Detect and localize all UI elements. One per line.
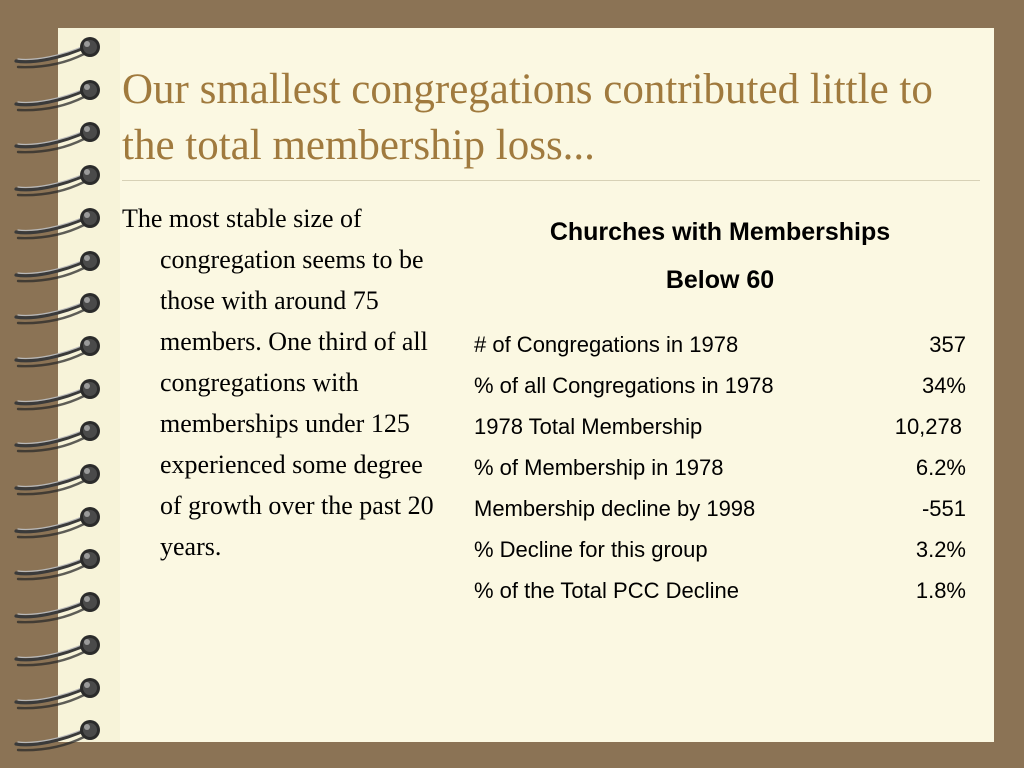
binding-ring (12, 34, 104, 70)
binding-ring (12, 119, 104, 155)
table-row (470, 406, 980, 447)
body-paragraph: The most stable size of congregation seems to be those with around 75 members. One third of all congregations with memberships under 125 experienced some degree of growth over the past 20 years. (122, 204, 434, 561)
table-row (470, 488, 980, 529)
title-divider (122, 180, 980, 181)
row-value: 10,278 (894, 414, 962, 439)
binding-ring (12, 461, 104, 497)
table-row (470, 447, 980, 488)
row-label: # of Congregations in 1978 (474, 332, 739, 357)
binding-ring (12, 205, 104, 241)
row-label: Membership decline by 1998 (474, 496, 756, 521)
stats-rows (470, 324, 980, 611)
row-value: 6.2% (915, 455, 966, 480)
binding-ring (12, 333, 104, 369)
table-heading (470, 208, 970, 304)
row-value: 34% (921, 373, 966, 398)
row-label: % Decline for this group (474, 537, 708, 562)
row-value: -551 (921, 496, 966, 521)
binding-ring (12, 589, 104, 625)
row-value: 3.2% (915, 537, 966, 562)
binding-ring (12, 675, 104, 711)
binding-ring (12, 418, 104, 454)
binding-ring (12, 717, 104, 753)
table-heading-line1: Churches with Memberships (549, 218, 891, 246)
row-label: % of all Congregations in 1978 (474, 373, 774, 398)
row-label: % of Membership in 1978 (474, 455, 724, 480)
binding-ring (12, 77, 104, 113)
binding-ring (12, 162, 104, 198)
stats-table (470, 208, 980, 611)
row-label: 1978 Total Membership (474, 414, 703, 439)
row-value: 357 (929, 332, 966, 357)
row-label: % of the Total PCC Decline (474, 578, 739, 603)
table-row (470, 324, 980, 365)
table-row (470, 529, 980, 570)
slide-title: Our smallest congregations contributed little to the total membership loss... (122, 66, 933, 169)
binding-ring (12, 248, 104, 284)
table-row (470, 365, 980, 406)
binding-ring (12, 546, 104, 582)
binding-ring (12, 632, 104, 668)
table-heading-line2: Below 60 (665, 266, 775, 294)
binding-ring (12, 376, 104, 412)
binding-ring (12, 504, 104, 540)
row-value: 1.8% (915, 578, 966, 603)
table-row (470, 570, 980, 611)
binding-ring (12, 290, 104, 326)
